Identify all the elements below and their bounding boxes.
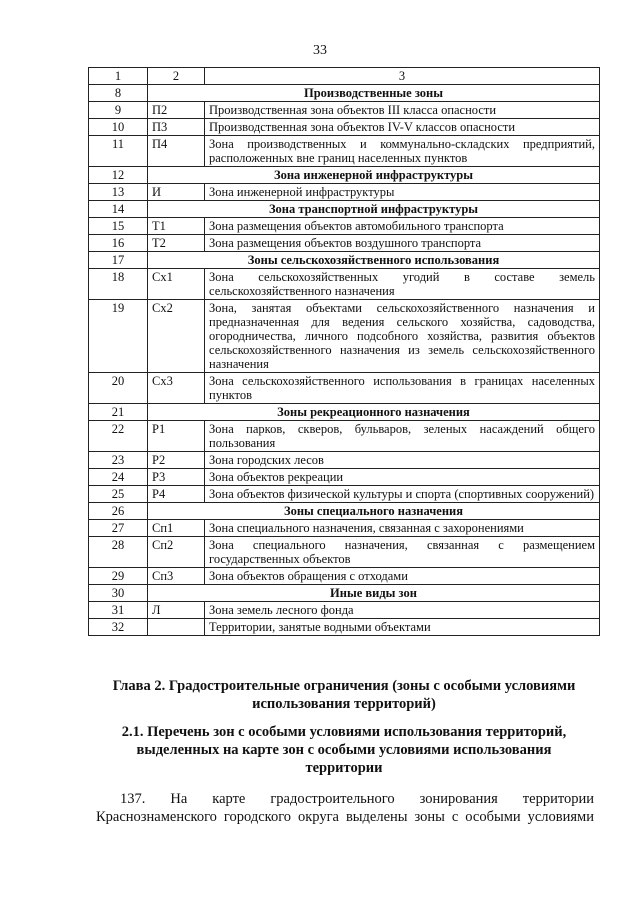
chapter-title-line1: Глава 2. Градостроительные ограничения (зоны с особыми условиями: [112, 678, 576, 694]
zone-description-cell: Зона специального назначения, связанная с захоронениями: [205, 520, 600, 537]
row-number-cell: 12: [89, 167, 148, 184]
row-number-cell: 13: [89, 184, 148, 201]
zone-code-cell: Т1: [148, 218, 205, 235]
zone-code-cell: Сп3: [148, 568, 205, 585]
table-row: [89, 469, 600, 486]
row-number-cell: 32: [89, 619, 148, 636]
row-number-cell: 15: [89, 218, 148, 235]
table-row: [89, 568, 600, 585]
section-title-cell: Зона транспортной инфраструктуры: [148, 201, 600, 218]
zone-description-cell: Территории, занятые водными объектами: [205, 619, 600, 636]
row-number-cell: 14: [89, 201, 148, 218]
section-title-cell: Производственные зоны: [148, 85, 600, 102]
row-number-cell: 23: [89, 452, 148, 469]
table-row: [89, 119, 600, 136]
section-heading: [96, 723, 592, 777]
row-number-cell: 16: [89, 235, 148, 252]
zone-description-cell: Зона объектов обращения с отходами: [205, 568, 600, 585]
row-number-cell: 24: [89, 469, 148, 486]
section-title-line2: выделенных на карте зон с особыми условиями использования: [136, 742, 552, 758]
chapter-heading: [96, 677, 592, 713]
row-number-cell: 8: [89, 85, 148, 102]
table-row: [89, 218, 600, 235]
row-number-cell: 11: [89, 136, 148, 167]
paragraph-line2: Краснознаменского городского округа выделены зоны с особыми условиями: [96, 809, 594, 825]
section-title-cell: Зоны сельскохозяйственного использования: [148, 252, 600, 269]
paragraph-line1: 137. На карте градостроительного зонирования территории: [120, 791, 594, 807]
table-row: [89, 136, 600, 167]
zone-code-cell: Сх1: [148, 269, 205, 300]
section-title-cell: Зоны рекреационного назначения: [148, 404, 600, 421]
header-cell-code: 2: [148, 68, 205, 85]
zone-description-cell: Зона сельскохозяйственного использования в границах населенных пунктов: [205, 373, 600, 404]
row-number-cell: 26: [89, 503, 148, 520]
table-row: [89, 537, 600, 568]
table-section-row: [89, 85, 600, 102]
table-row: [89, 452, 600, 469]
zone-description-cell: Зона объектов рекреации: [205, 469, 600, 486]
zone-description-cell: Зона специального назначения, связанная с размещением государственных объектов: [205, 537, 600, 568]
table-row: [89, 520, 600, 537]
zone-description-cell: Зона сельскохозяйственных угодий в составе земель сельскохозяйственного назначения: [205, 269, 600, 300]
zone-description-cell: Производственная зона объектов III класса опасности: [205, 102, 600, 119]
table-row: [89, 184, 600, 201]
zone-description-cell: Зона размещения объектов воздушного транспорта: [205, 235, 600, 252]
zone-description-cell: Зона, занятая объектами сельскохозяйственного назначения и предназначенная для ведения сельского хозяйства, садоводства, огородничества, личного подсобного хозяйства, развития объектов сельскохозяйственного назначения из земель сельскохозяйственного назначения: [205, 300, 600, 373]
chapter-title-line2: использования территорий): [252, 696, 436, 712]
zone-code-cell: [148, 619, 205, 636]
zone-code-cell: Сх2: [148, 300, 205, 373]
zone-description-cell: Зона парков, скверов, бульваров, зеленых насаждений общего пользования: [205, 421, 600, 452]
zone-code-cell: Р3: [148, 469, 205, 486]
zone-code-cell: Л: [148, 602, 205, 619]
zone-code-cell: Сп2: [148, 537, 205, 568]
table-row: [89, 602, 600, 619]
zone-code-cell: П3: [148, 119, 205, 136]
header-cell-number: 1: [89, 68, 148, 85]
zone-code-cell: П2: [148, 102, 205, 119]
row-number-cell: 28: [89, 537, 148, 568]
header-cell-description: 3: [205, 68, 600, 85]
zone-code-cell: Т2: [148, 235, 205, 252]
zone-code-cell: Р2: [148, 452, 205, 469]
table-row: [89, 269, 600, 300]
table-row: [89, 235, 600, 252]
zone-description-cell: Зона земель лесного фонда: [205, 602, 600, 619]
row-number-cell: 30: [89, 585, 148, 602]
row-number-cell: 29: [89, 568, 148, 585]
zones-table-body: [89, 68, 600, 636]
row-number-cell: 20: [89, 373, 148, 404]
table-row: [89, 102, 600, 119]
zones-table: [88, 67, 600, 636]
table-header-row: [89, 68, 600, 85]
section-title-cell: Зона инженерной инфраструктуры: [148, 167, 600, 184]
row-number-cell: 21: [89, 404, 148, 421]
table-row: [89, 421, 600, 452]
zone-description-cell: Зона размещения объектов автомобильного транспорта: [205, 218, 600, 235]
zone-description-cell: Зона инженерной инфраструктуры: [205, 184, 600, 201]
table-row: [89, 486, 600, 503]
page-number: 33: [313, 43, 327, 58]
zone-description-cell: Зона производственных и коммунально-складских предприятий, расположенных вне границ населенных пунктов: [205, 136, 600, 167]
zone-code-cell: П4: [148, 136, 205, 167]
table-section-row: [89, 404, 600, 421]
section-title-line3: территории: [305, 760, 383, 776]
table-row: [89, 619, 600, 636]
section-title-cell: Зоны специального назначения: [148, 503, 600, 520]
zone-description-cell: Производственная зона объектов IV-V классов опасности: [205, 119, 600, 136]
row-number-cell: 31: [89, 602, 148, 619]
section-title-line1: 2.1. Перечень зон с особыми условиями использования территорий,: [121, 724, 567, 740]
zone-code-cell: И: [148, 184, 205, 201]
row-number-cell: 10: [89, 119, 148, 136]
table-row: [89, 373, 600, 404]
row-number-cell: 17: [89, 252, 148, 269]
zone-code-cell: Сх3: [148, 373, 205, 404]
row-number-cell: 27: [89, 520, 148, 537]
zone-code-cell: Сп1: [148, 520, 205, 537]
table-section-row: [89, 503, 600, 520]
row-number-cell: 19: [89, 300, 148, 373]
table-section-row: [89, 252, 600, 269]
section-title-cell: Иные виды зон: [148, 585, 600, 602]
zone-code-cell: Р4: [148, 486, 205, 503]
zone-description-cell: Зона объектов физической культуры и спорта (спортивных сооружений): [205, 486, 600, 503]
table-section-row: [89, 167, 600, 184]
table-row: [89, 300, 600, 373]
row-number-cell: 22: [89, 421, 148, 452]
zone-description-cell: Зона городских лесов: [205, 452, 600, 469]
body-paragraph: [96, 790, 594, 826]
table-section-row: [89, 201, 600, 218]
row-number-cell: 25: [89, 486, 148, 503]
row-number-cell: 18: [89, 269, 148, 300]
zone-code-cell: Р1: [148, 421, 205, 452]
row-number-cell: 9: [89, 102, 148, 119]
table-section-row: [89, 585, 600, 602]
